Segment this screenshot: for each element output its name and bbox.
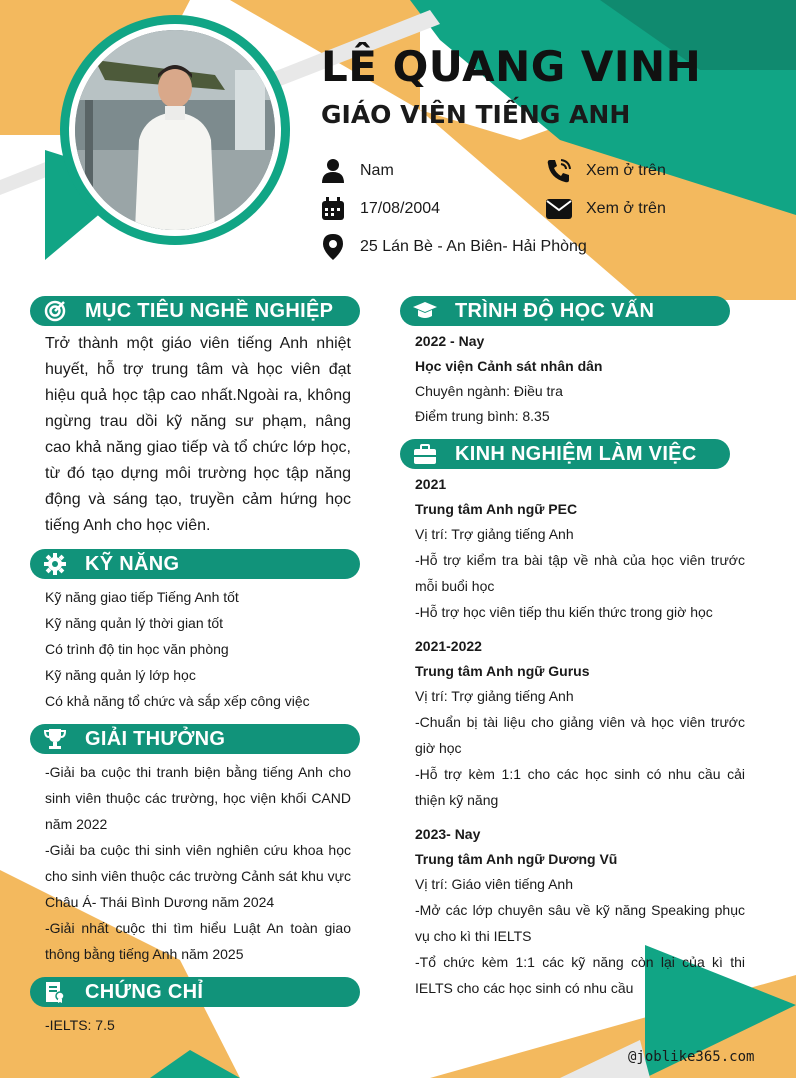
trophy-icon [40, 724, 70, 754]
contact-phone [546, 157, 666, 185]
avatar [75, 30, 275, 230]
job-position: Vị trí: Trợ giảng tiếng Anh [415, 688, 574, 704]
education-school: Học viện Cảnh sát nhân dân [415, 358, 603, 374]
section-header-awards [30, 724, 360, 754]
job-position: Vị trí: Trợ giảng tiếng Anh [415, 526, 574, 542]
person-icon [320, 158, 346, 184]
section-header-certificates [30, 977, 360, 1007]
list-item: -Giải nhất cuộc thi tìm hiểu Luật An toàn giao thông bằng tiếng Anh năm 2025 [45, 920, 351, 962]
avatar-frame [60, 15, 290, 245]
section-header-skills [30, 549, 360, 579]
list-item: -IELTS: 7.5 [45, 1017, 115, 1033]
birthdate-value: 17/08/2004 [360, 200, 441, 217]
education-major: Chuyên ngành: Điều tra [415, 383, 563, 399]
job-entry [415, 822, 745, 1001]
email-value: Xem ở trên [586, 200, 666, 217]
list-item: Kỹ năng giao tiếp Tiếng Anh tốt [45, 589, 239, 605]
certificates-list [45, 1012, 351, 1038]
experience-heading: KINH NGHIỆM LÀM VIỆC [455, 442, 697, 465]
job-entry [415, 634, 745, 813]
education-heading: TRÌNH ĐỘ HỌC VẤN [455, 299, 655, 322]
list-item: Có trình độ tin học văn phòng [45, 641, 229, 657]
section-header-education [400, 296, 730, 326]
list-item: -Giải ba cuộc thi sinh viên nghiên cứu khoa học cho sinh viên thuộc các trường Cảnh sát khu vực Châu Á- Thái Bình Dương năm 2024 [45, 842, 351, 910]
address-value: 25 Lán Bè - An Biên- Hải Phòng [360, 238, 587, 255]
education-gpa: Điểm trung bình: 8.35 [415, 408, 550, 424]
job-company: Trung tâm Anh ngữ Dương Vũ [415, 851, 618, 867]
awards-list [45, 759, 351, 967]
list-item: -Giải ba cuộc thi tranh biện bằng tiếng Anh cho sinh viên thuộc các trường, học viện khối CAND năm 2022 [45, 764, 351, 832]
gear-icon [40, 549, 70, 579]
certificate-icon [40, 977, 70, 1007]
contact-email [546, 195, 666, 223]
job-period: 2021 [415, 476, 447, 492]
education-period: 2022 - Nay [415, 333, 485, 349]
list-item: Kỹ năng quản lý thời gian tốt [45, 615, 224, 631]
contact-gender [320, 157, 394, 185]
job-task: -Hỗ trợ học viên tiếp thu kiến thức trong giờ học [415, 604, 713, 620]
list-item: Kỹ năng quản lý lớp học [45, 667, 196, 683]
job-task: -Tổ chức kèm 1:1 các kỹ năng còn lại của kì thi IELTS cho các học sinh có nhu cầu [415, 954, 745, 996]
calendar-icon [320, 196, 346, 222]
job-period: 2021-2022 [415, 638, 482, 654]
briefcase-icon [410, 439, 440, 469]
education-entry [415, 329, 745, 429]
contact-address [320, 233, 587, 261]
watermark: @joblike365.com [628, 1049, 755, 1065]
awards-heading: GIẢI THƯỞNG [85, 727, 226, 750]
job-company: Trung tâm Anh ngữ PEC [415, 501, 578, 517]
skills-heading: KỸ NĂNG [85, 552, 180, 575]
job-period: 2023- Nay [415, 826, 481, 842]
job-task: -Hỗ trợ kèm 1:1 cho các học sinh có nhu cầu cải thiện kỹ năng [415, 766, 745, 808]
phone-value: Xem ở trên [586, 162, 666, 179]
list-item: Có khả năng tổ chức và sắp xếp công việc [45, 693, 310, 709]
phone-icon [546, 158, 572, 184]
candidate-name: LÊ QUANG VINH [321, 42, 702, 91]
contact-birthdate [320, 195, 440, 223]
certificates-heading: CHỨNG CHỈ [85, 980, 204, 1003]
section-header-experience [400, 439, 730, 469]
job-task: -Mở các lớp chuyên sâu về kỹ năng Speaking phục vụ cho kì thi IELTS [415, 902, 745, 944]
experience-list [415, 472, 745, 1010]
objective-heading: MỤC TIÊU NGHỀ NGHIỆP [85, 299, 334, 322]
section-header-objective [30, 296, 360, 326]
location-pin-icon [320, 234, 346, 260]
job-task: -Hỗ trợ kiểm tra bài tập về nhà của học viên trước mỗi buổi học [415, 552, 745, 594]
skills-list [45, 584, 355, 714]
job-entry [415, 472, 745, 625]
job-position: Vị trí: Giáo viên tiếng Anh [415, 876, 573, 892]
target-icon [40, 296, 70, 326]
objective-text: Trở thành một giáo viên tiếng Anh nhiệt huyết, hỗ trợ trung tâm và học viên đạt hiệu quả học tập cao nhất.Ngoài ra, không ngừng trau dồi kỹ năng sư phạm, nâng cao khả năng giao tiếp và tổ chức lớp học, từ đó tạo dựng môi trường học tập năng động và sáng tạo, truyền cảm hứng học tiếng Anh cho học viên. [45, 335, 351, 534]
job-task: -Chuẩn bị tài liệu cho giảng viên và học viên trước giờ học [415, 714, 745, 756]
job-company: Trung tâm Anh ngữ Gurus [415, 663, 590, 679]
job-title: GIÁO VIÊN TIẾNG ANH [321, 100, 631, 129]
gender-value: Nam [360, 162, 394, 179]
graduation-cap-icon [410, 296, 440, 326]
envelope-icon [546, 196, 572, 222]
